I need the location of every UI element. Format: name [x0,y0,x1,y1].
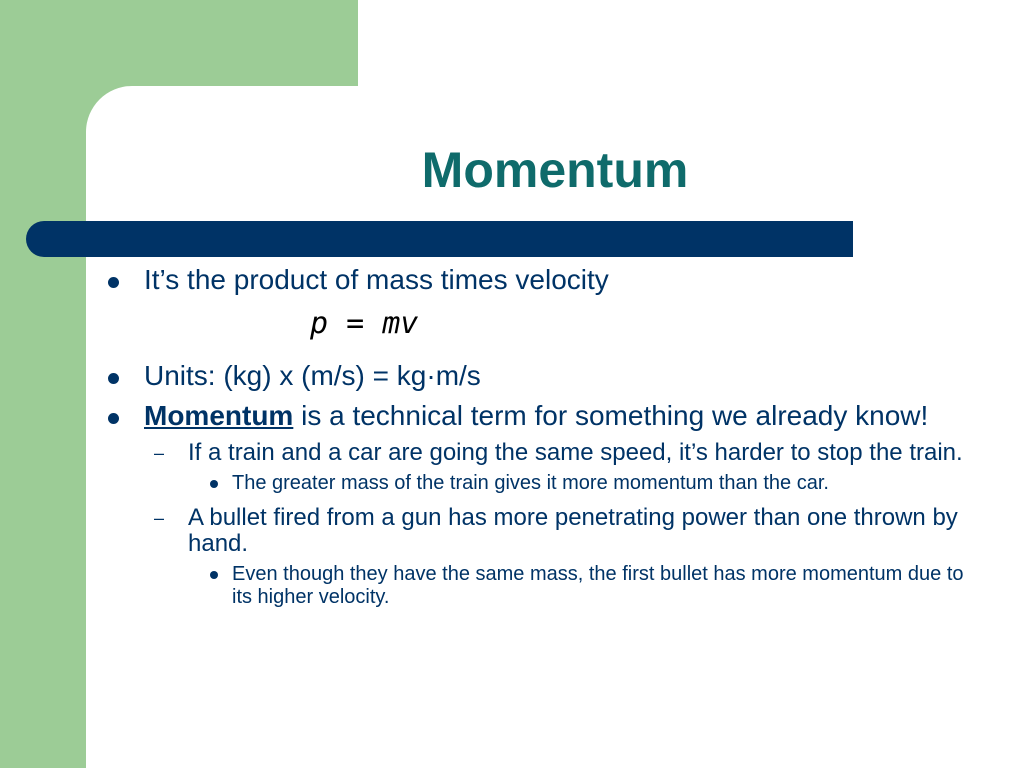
bullet-text: is a technical term for something we already know! [293,400,929,431]
bullet-product-definition [104,264,984,296]
dash-icon: – [154,443,165,463]
subbullet-train-car [104,440,984,466]
subbullet-text: A bullet fired from a gun has more penetrating power than one thrown by hand. [188,504,958,557]
bullet-dot-icon [210,480,218,488]
background-white-top [358,0,1024,86]
subbullet-text: If a train and a car are going the same speed, it’s harder to stop the train. [188,439,963,466]
subsubbullet-text: The greater mass of the train gives it more momentum than the car. [232,472,829,494]
subbullet-bullet-gun [104,505,984,557]
bullet-dot-icon [108,373,119,384]
bullet-dot-icon [108,413,119,424]
bullet-dot-icon [108,277,119,288]
bullet-units [104,360,984,392]
slide-title: Momentum [421,142,689,198]
dash-icon: – [154,508,165,528]
subsubbullet-text: Even though they have the same mass, the first bullet has more momentum due to its higher velocity. [232,563,964,608]
slide-body [104,264,984,619]
bullet-text: It’s the product of mass times velocity [144,264,609,295]
subsubbullet-train-mass [104,472,984,495]
subsubbullet-bullet-velocity [104,563,984,609]
title-underline-bar [26,221,853,257]
bullet-text: Units: (kg) x (m/s) = kg·m/s [144,360,481,391]
bullet-dot-icon [210,571,218,579]
bullet-technical-term [104,400,984,432]
momentum-formula: p = mv [310,306,419,341]
momentum-term-link[interactable]: Momentum [144,400,294,431]
